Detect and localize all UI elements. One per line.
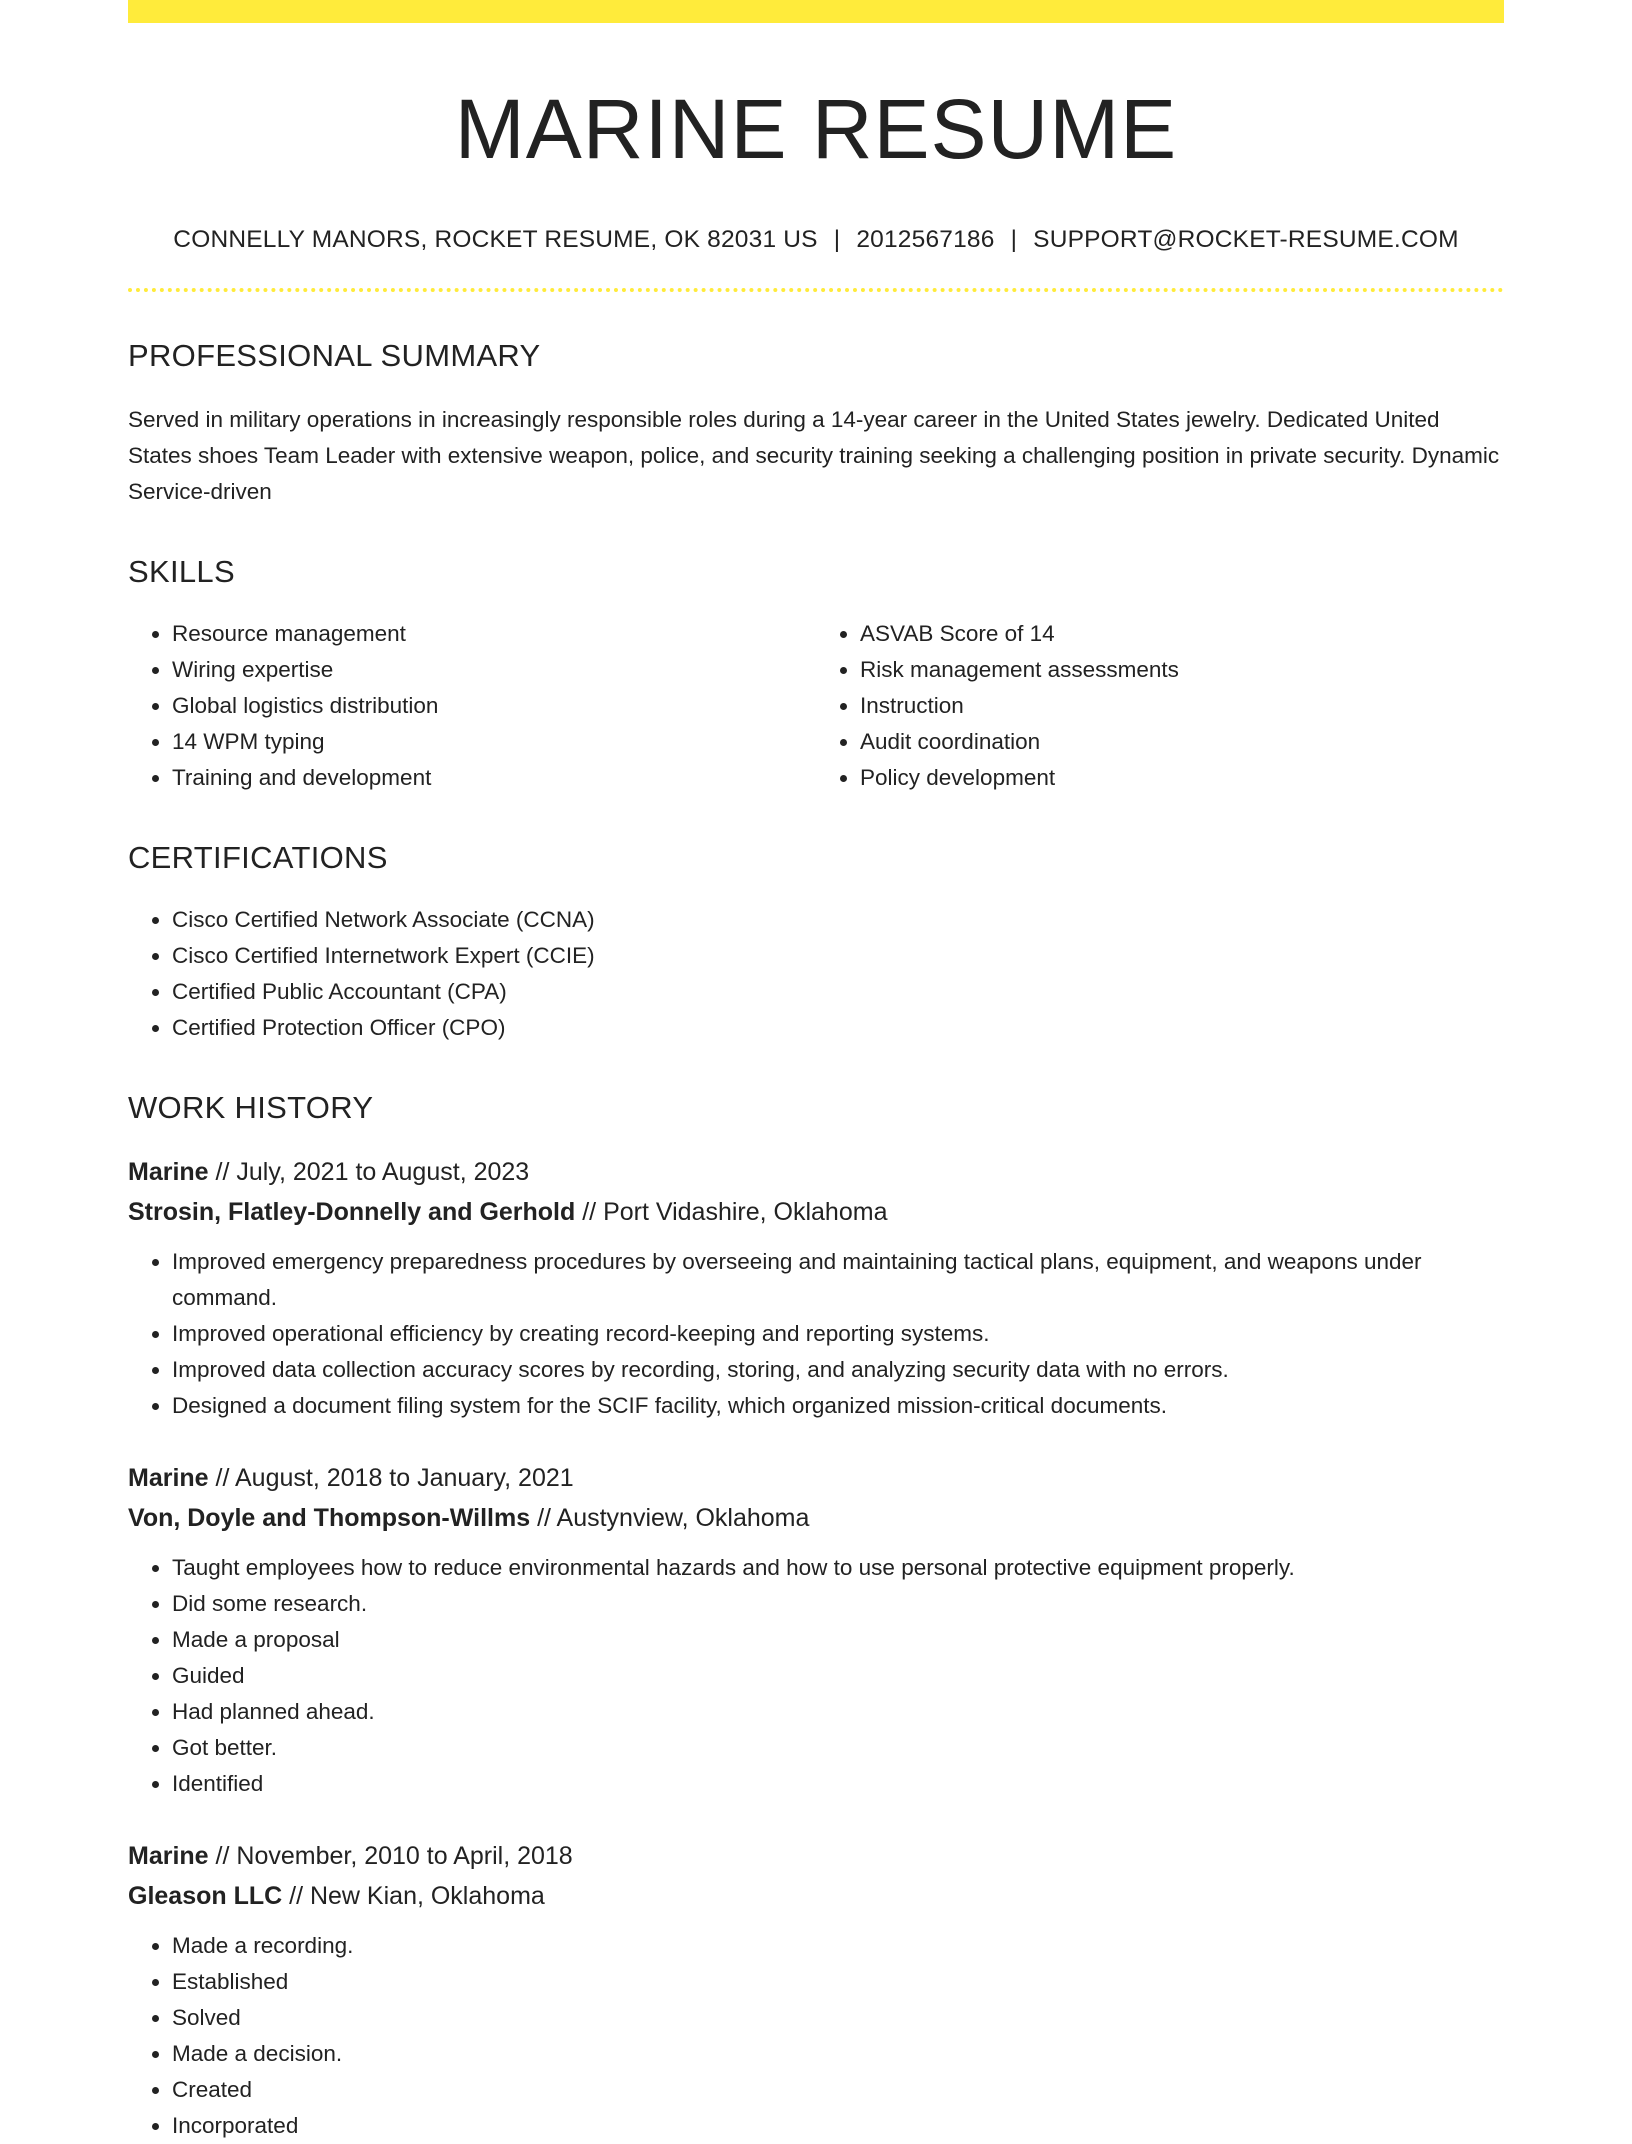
skills-list-left xyxy=(128,616,816,796)
skill-item: • Instruction xyxy=(860,688,1504,724)
contact-separator: | xyxy=(1010,225,1018,253)
job-company: Gleason LLC xyxy=(128,1881,283,1910)
job-bullets xyxy=(128,1550,1504,1802)
dotted-divider xyxy=(128,288,1504,292)
certifications-list xyxy=(128,902,1504,1046)
job-bullet: • Guided xyxy=(172,1658,1504,1694)
skill-item: • Global logistics distribution xyxy=(172,688,816,724)
contact-email: SUPPORT@ROCKET-RESUME.COM xyxy=(1033,225,1459,253)
contact-address: CONNELLY MANORS, ROCKET RESUME, OK 82031 US xyxy=(173,225,818,253)
job-bullet: • Got better. xyxy=(172,1730,1504,1766)
certifications-heading: CERTIFICATIONS xyxy=(128,839,388,875)
job-bullets xyxy=(128,1928,1504,2144)
job-bullet: • Made a decision. xyxy=(172,2036,1504,2072)
job-company-line xyxy=(128,1192,1504,1232)
job-dates: // August, 2018 to January, 2021 xyxy=(215,1463,574,1492)
job-bullet: • Identified xyxy=(172,1766,1504,1802)
resume-page xyxy=(128,0,1504,2144)
job-bullet: • Improved emergency preparedness procedures by overseeing and maintaining tactical plans, equipment, and weapons under command. xyxy=(172,1244,1504,1316)
job-bullet: • Did some research. xyxy=(172,1586,1504,1622)
job-location: // New Kian, Oklahoma xyxy=(289,1881,545,1910)
job-bullet: • Made a recording. xyxy=(172,1928,1504,1964)
work-history-section xyxy=(128,1090,1504,2144)
job-bullet: • Had planned ahead. xyxy=(172,1694,1504,1730)
job-company: Von, Doyle and Thompson-Willms xyxy=(128,1503,531,1532)
job-role-line xyxy=(128,1836,1504,1876)
skills-grid xyxy=(128,616,1504,796)
job-role: Marine xyxy=(128,1841,209,1870)
skill-item: • Risk management assessments xyxy=(860,652,1504,688)
job-company-line xyxy=(128,1876,1504,1916)
certification-item: • Certified Public Accountant (CPA) xyxy=(172,974,1504,1010)
summary-heading: PROFESSIONAL SUMMARY xyxy=(128,337,541,373)
summary-text: Served in military operations in increasingly responsible roles during a 14-year career in the United States jewelry. Dedicated United States shoes Team Leader with extensive weapon, police, and security training seeking a challenging position in private security. Dynamic Service-driven xyxy=(128,406,1500,504)
summary-section xyxy=(128,338,1504,510)
job-role-line xyxy=(128,1152,1504,1192)
job-bullet: • Solved xyxy=(172,2000,1504,2036)
job-dates: // November, 2010 to April, 2018 xyxy=(215,1841,573,1870)
contact-line xyxy=(128,226,1504,254)
certification-item: • Certified Protection Officer (CPO) xyxy=(172,1010,1504,1046)
skills-heading: SKILLS xyxy=(128,553,235,589)
job-company-line xyxy=(128,1498,1504,1538)
certification-item: • Cisco Certified Internetwork Expert (CCIE) xyxy=(172,938,1504,974)
skill-item: • Training and development xyxy=(172,760,816,796)
job-bullet: • Improved data collection accuracy scores by recording, storing, and analyzing security data with no errors. xyxy=(172,1352,1504,1388)
job-location: // Port Vidashire, Oklahoma xyxy=(582,1197,888,1226)
job-dates: // July, 2021 to August, 2023 xyxy=(215,1157,530,1186)
job-bullet: • Designed a document filing system for the SCIF facility, which organized mission-critical documents. xyxy=(172,1388,1504,1424)
job-company: Strosin, Flatley-Donnelly and Gerhold xyxy=(128,1197,576,1226)
skills-section xyxy=(128,554,1504,796)
skill-item: • Audit coordination xyxy=(860,724,1504,760)
job-role-line xyxy=(128,1458,1504,1498)
job-bullet: • Made a proposal xyxy=(172,1622,1504,1658)
resume-title: MARINE RESUME xyxy=(454,82,1178,176)
job-bullet: • Incorporated xyxy=(172,2108,1504,2144)
skill-item: • Policy development xyxy=(860,760,1504,796)
certification-item: • Cisco Certified Network Associate (CCNA) xyxy=(172,902,1504,938)
job-entry xyxy=(128,1458,1504,1802)
work-history-heading: WORK HISTORY xyxy=(128,1089,374,1125)
job-entry xyxy=(128,1152,1504,1424)
job-role: Marine xyxy=(128,1463,209,1492)
skill-item: • ASVAB Score of 14 xyxy=(860,616,1504,652)
job-location: // Austynview, Oklahoma xyxy=(537,1503,810,1532)
job-bullet: • Improved operational efficiency by creating record-keeping and reporting systems. xyxy=(172,1316,1504,1352)
skill-item: • Wiring expertise xyxy=(172,652,816,688)
certifications-section xyxy=(128,840,1504,1046)
skill-item: • 14 WPM typing xyxy=(172,724,816,760)
skills-list-right xyxy=(816,616,1504,796)
top-accent-bar xyxy=(128,0,1504,23)
job-bullets xyxy=(128,1244,1504,1424)
job-role: Marine xyxy=(128,1157,209,1186)
job-bullet: • Created xyxy=(172,2072,1504,2108)
job-bullet: • Established xyxy=(172,1964,1504,2000)
job-entry xyxy=(128,1836,1504,2144)
job-bullet: • Taught employees how to reduce environmental hazards and how to use personal protective equipment properly. xyxy=(172,1550,1504,1586)
skill-item: • Resource management xyxy=(172,616,816,652)
contact-separator: | xyxy=(833,225,841,253)
contact-phone: 2012567186 xyxy=(856,225,995,253)
